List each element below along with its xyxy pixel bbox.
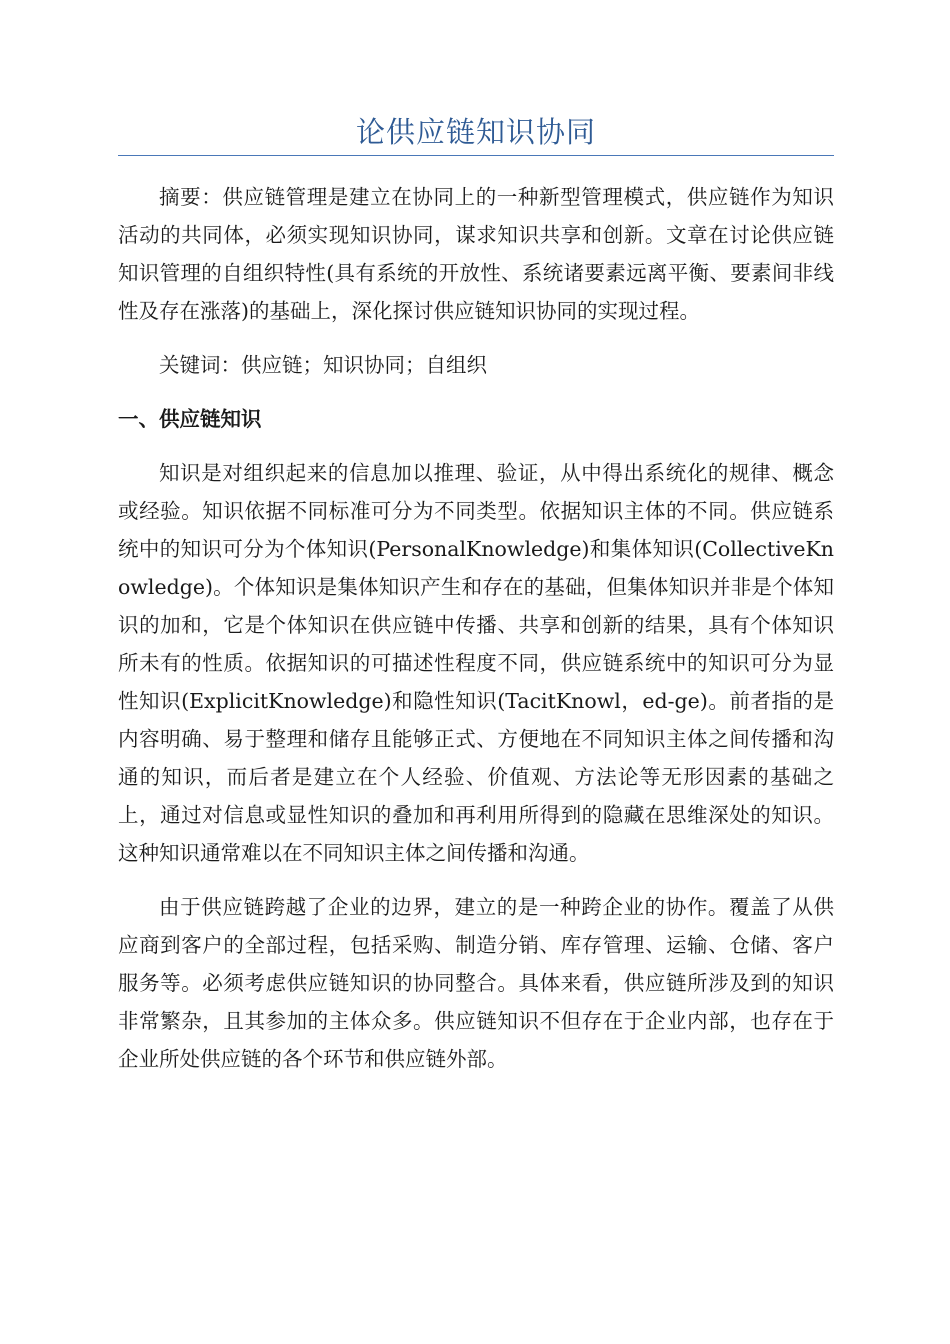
spacer: [118, 330, 834, 346]
section-heading: 一、供应链知识: [118, 407, 262, 431]
keywords-line: 关键词：供应链；知识协同；自组织: [159, 353, 487, 377]
body-paragraph-2: 由于供应链跨越了企业的边界，建立的是一种跨企业的协作。覆盖了从供应商到客户的全部过程，包括采购、制造分销、库存管理、运输、仓储、客户服务等。必须考虑供应链知识的协同整合。具体来看，供应链所涉及到的知识非常繁杂，且其参加的主体众多。供应链知识不但存在于企业内部，也存在于企业所处供应链的各个环节和供应链外部。: [118, 895, 834, 1071]
document-title: 论供应链知识协同: [355, 115, 596, 149]
document-body: [118, 178, 834, 1078]
spacer: [118, 438, 834, 454]
spacer: [118, 872, 834, 888]
spacer: [118, 384, 834, 400]
body-paragraph-1: 知识是对组织起来的信息加以推理、验证，从中得出系统化的规律、概念或经验。知识依据不同标准可分为不同类型。依据知识主体的不同。供应链系统中的知识可分为个体知识(PersonalKnowledge)和集体知识(CollectiveKnowledge)。个体知识是集体知识产生和存在的基础，但集体知识并非是个体知识的加和，它是个体知识在供应链中传播、共享和创新的结果，具有个体知识所未有的性质。依据知识的可描述性程度不同，供应链系统中的知识可分为显性知识(ExplicitKnowledge)和隐性知识(TacitKnowl，ed-ge)。前者指的是内容明确、易于整理和储存且能够正式、方便地在不同知识主体之间传播和沟通的知识，而后者是建立在个人经验、价值观、方法论等无形因素的基础之上，通过对信息或显性知识的叠加和再利用所得到的隐藏在思维深处的知识。这种知识通常难以在不同知识主体之间传播和沟通。: [118, 461, 834, 865]
title-divider: [118, 155, 834, 156]
abstract-paragraph: 摘要：供应链管理是建立在协同上的一种新型管理模式，供应链作为知识活动的共同体，必须实现知识协同，谋求知识共享和创新。文章在讨论供应链知识管理的自组织特性(具有系统的开放性、系统诸要素远离平衡、要素间非线性及存在涨落)的基础上，深化探讨供应链知识协同的实现过程。: [118, 185, 834, 323]
